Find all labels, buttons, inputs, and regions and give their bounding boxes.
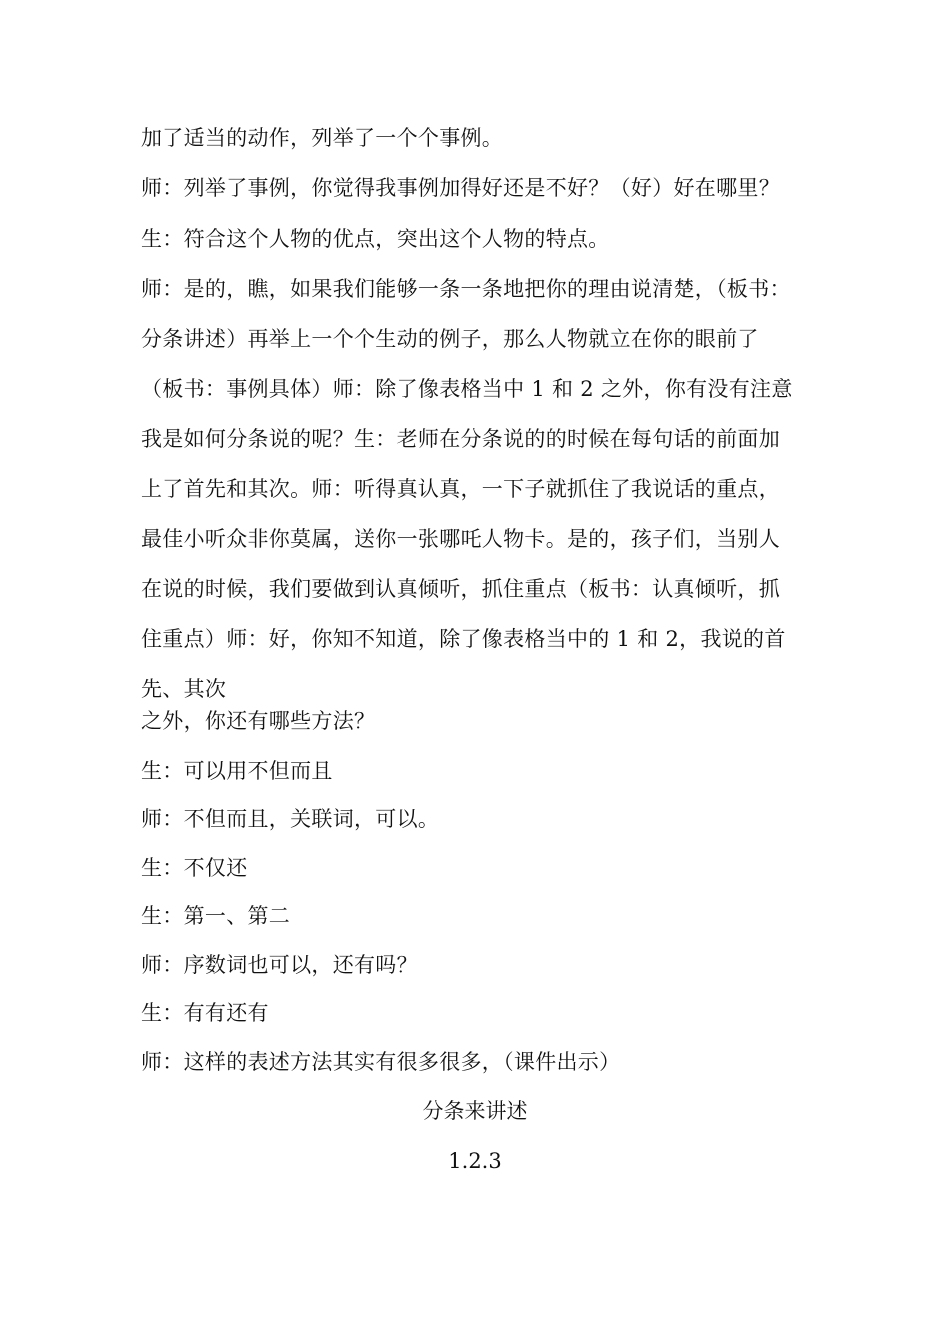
paragraph-line: 加了适当的动作，列举了一个个事例。 [141, 126, 504, 150]
paragraph-line: 在说的时候，我们要做到认真倾听，抓住重点（板书：认真倾听，抓 [141, 577, 780, 601]
paragraph-line: 我是如何分条说的呢？生：老师在分条说的的时候在每句话的前面加 [141, 427, 780, 451]
paragraph-line: 生：可以用不但而且 [141, 759, 333, 783]
paragraph-line: 师：序数词也可以，还有吗？ [141, 953, 418, 977]
slide-numbers: 1.2.3 [448, 1149, 502, 1173]
paragraph-line: （板书：事例具体）师：除了像表格当中 1 和 2 之外，你有没有注意 [141, 377, 793, 401]
paragraph-line: 先、其次 [141, 677, 227, 701]
paragraph-line: 师：这样的表述方法其实有很多很多，（课件出示） [141, 1050, 621, 1074]
paragraph-line: 生：第一、第二 [141, 904, 291, 928]
paragraph-line: 师：是的，瞧，如果我们能够一条一条地把你的理由说清楚，（板书： [141, 277, 791, 301]
paragraph-line: 生：符合这个人物的优点，突出这个人物的特点。 [141, 227, 610, 251]
paragraph-line: 师：不但而且，关联词，可以。 [141, 807, 440, 831]
paragraph-line: 上了首先和其次。师：听得真认真，一下子就抓住了我说话的重点， [141, 477, 780, 501]
paragraph-line: 师：列举了事例，你觉得我事例加得好还是不好？（好）好在哪里？ [141, 176, 780, 200]
paragraph-line: 生：有有还有 [141, 1001, 269, 1025]
paragraph-line: 最佳小听众非你莫属，送你一张哪吒人物卡。是的，孩子们，当别人 [141, 527, 780, 551]
paragraph-line: 之外，你还有哪些方法？ [141, 709, 376, 733]
paragraph-line: 分条讲述）再举上一个个生动的例子，那么人物就立在你的眼前了 [141, 327, 759, 351]
slide-title: 分条来讲述 [422, 1099, 528, 1123]
paragraph-line: 住重点）师：好，你知不知道，除了像表格当中的 1 和 2，我说的首 [141, 627, 786, 651]
paragraph-line: 生：不仅还 [141, 856, 248, 880]
